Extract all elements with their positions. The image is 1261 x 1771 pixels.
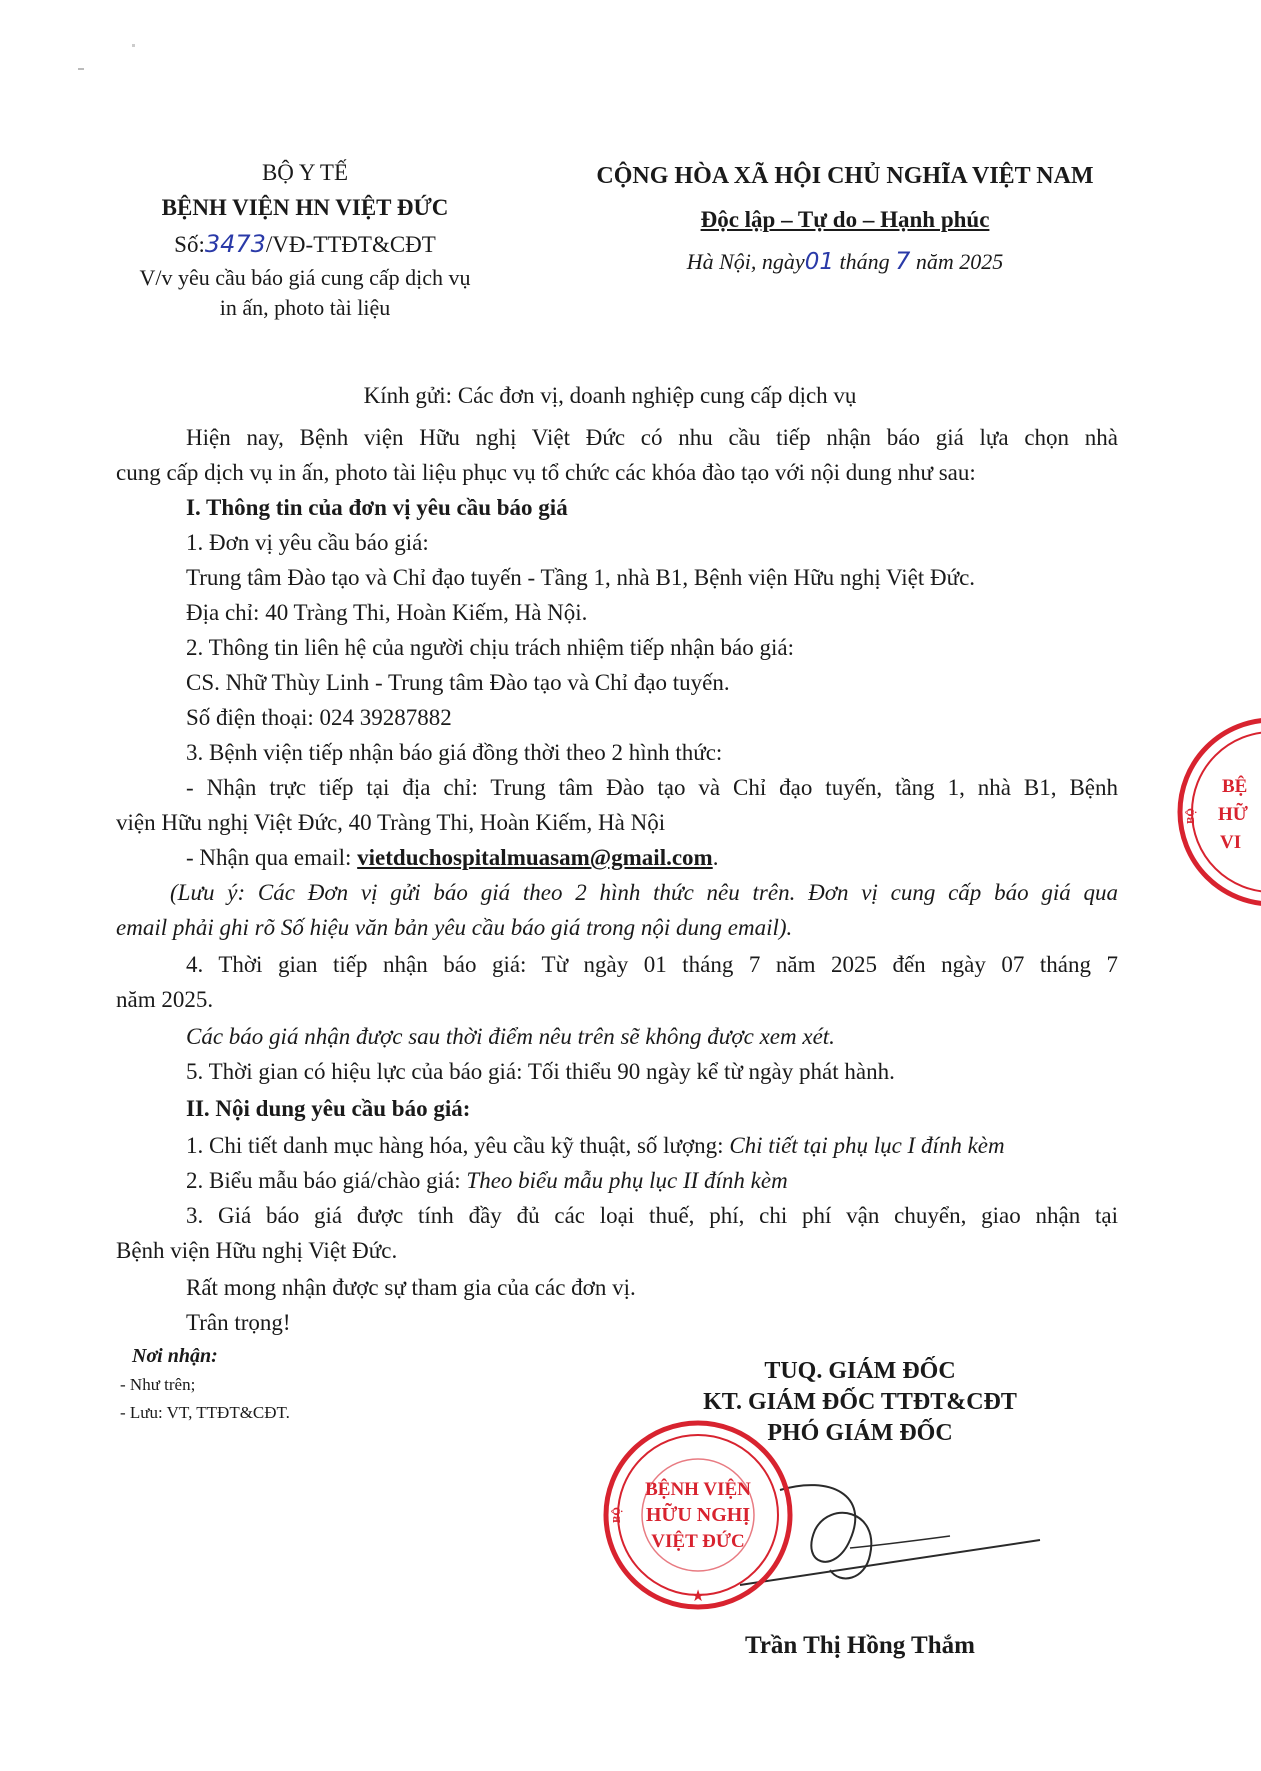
stamp-line-3: VIỆT ĐỨC [651, 1531, 745, 1552]
s1-item1-title: 1. Đơn vị yêu cầu báo giá: [186, 530, 429, 555]
note-line-1: (Lưu ý: Các Đơn vị gửi báo giá theo 2 hình thức nêu trên. Đơn vị cung cấp báo giá qua [170, 880, 1118, 905]
s1-item2-person: CS. Nhữ Thùy Linh - Trung tâm Đào tạo và Chỉ đạo tuyến. [186, 670, 730, 695]
stamp-line-2: HỮU NGHỊ [645, 1504, 751, 1526]
date-part-2: tháng [839, 249, 890, 274]
motto: Độc lập – Tự do – Hạnh phúc [700, 207, 990, 232]
signer-name: Trần Thị Hồng Thắm [745, 1632, 975, 1659]
number-handwritten: 3473 [204, 230, 266, 258]
s1-item1-address: Địa chỉ: 40 Tràng Thi, Hoàn Kiếm, Hà Nội. [186, 600, 588, 625]
intro-line-2: cung cấp dịch vụ in ấn, photo tài liệu phục vụ tổ chức các khóa đào tạo với nội dung như sau: [116, 460, 976, 485]
email-suffix: . [712, 845, 719, 870]
closing-line-2: Trân trọng! [186, 1310, 291, 1335]
number-prefix: Số: [174, 232, 205, 257]
signature-line-1: TUQ. GIÁM ĐỐC [764, 1358, 956, 1384]
s2-item3-line-2: Bệnh viện Hữu nghị Việt Đức. [116, 1238, 398, 1263]
s2-item2-italic: Theo biểu mẫu phụ lục II đính kèm [466, 1168, 788, 1193]
edge-stamp-line-1: BỆ [1222, 776, 1248, 797]
intro-line-1: Hiện nay, Bệnh viện Hữu nghị Việt Đức có nhu cầu tiếp nhận báo giá lựa chọn nhà [186, 425, 1118, 450]
s2-item1-italic: Chi tiết tại phụ lục I đính kèm [729, 1133, 1005, 1158]
edge-stamp [1172, 712, 1261, 912]
issue-date [560, 247, 1130, 275]
email-link[interactable]: vietduchospitalmuasam@gmail.com [357, 845, 713, 870]
s1-item5: 5. Thời gian có hiệu lực của báo giá: Tối thiểu 90 ngày kể từ ngày phát hành. [186, 1059, 895, 1084]
edge-stamp-side-text: BỘ [1185, 808, 1197, 824]
country-name: CỘNG HÒA XÃ HỘI CHỦ NGHĨA VIỆT NAM [596, 163, 1094, 189]
date-month-handwritten: 7 [895, 247, 911, 275]
stamp-side-text: BỘ [611, 1507, 623, 1523]
number-suffix: /VĐ-TTĐT&CĐT [265, 232, 436, 257]
s1-item3-title: 3. Bệnh viện tiếp nhận báo giá đồng thời theo 2 hình thức: [186, 740, 723, 765]
salutation: Kính gửi: Các đơn vị, doanh nghiệp cung cấp dịch vụ [363, 383, 857, 408]
edge-stamp-line-3: VI [1220, 832, 1242, 853]
date-part-1: Hà Nội, ngày [686, 249, 805, 274]
subject-line-1: V/v yêu cầu báo giá cung cấp dịch vụ [139, 265, 471, 290]
scan-speck [78, 68, 84, 70]
s1-item3-direct-line-2: viện Hữu nghị Việt Đức, 40 Tràng Thi, Hoàn Kiếm, Hà Nội [116, 810, 666, 835]
date-part-3: năm 2025 [915, 249, 1004, 274]
s1-item2-title: 2. Thông tin liên hệ của người chịu trách nhiệm tiếp nhận báo giá: [186, 635, 794, 660]
edge-stamp-line-2: HỮ [1218, 804, 1248, 825]
signature-line-2: KT. GIÁM ĐỐC TTĐT&CĐT [703, 1389, 1017, 1415]
s2-item1-text: 1. Chi tiết danh mục hàng hóa, yêu cầu kỹ thuật, số lượng: [186, 1133, 724, 1158]
subject-line-2: in ấn, photo tài liệu [219, 295, 391, 320]
section-2-heading: II. Nội dung yêu cầu báo giá: [186, 1096, 471, 1121]
s1-item4-line-1: 4. Thời gian tiếp nhận báo giá: Từ ngày 01 tháng 7 năm 2025 đến ngày 07 tháng 7 [186, 952, 1118, 977]
s2-item2-text: 2. Biểu mẫu báo giá/chào giá: [186, 1168, 461, 1193]
date-day-handwritten: 01 [804, 249, 834, 275]
s1-item3-direct-line-1: - Nhận trực tiếp tại địa chỉ: Trung tâm Đào tạo và Chỉ đạo tuyến, tầng 1, nhà B1, Bệnh [186, 775, 1118, 800]
hospital-name: BỆNH VIỆN HN VIỆT ĐỨC [161, 195, 449, 220]
recipients-title: Nơi nhận: [132, 1345, 218, 1367]
s2-item2 [186, 1168, 788, 1194]
s1-item4-note: Các báo giá nhận được sau thời điểm nêu trên sẽ không được xem xét. [186, 1024, 835, 1049]
closing-line-1: Rất mong nhận được sự tham gia của các đơn vị. [186, 1275, 636, 1300]
note-line-2: email phải ghi rõ Số hiệu văn bản yêu cầu báo giá trong nội dung email). [116, 915, 793, 940]
s1-item3-email-line [186, 845, 718, 871]
s2-item1 [186, 1133, 1005, 1159]
signature-line-3: PHÓ GIÁM ĐỐC [767, 1420, 953, 1446]
s1-item4-line-2: năm 2025. [116, 987, 214, 1012]
stamp-line-1: BỆNH VIỆN [645, 1479, 751, 1500]
section-1-heading: I. Thông tin của đơn vị yêu cầu báo giá [186, 495, 568, 520]
document-number [110, 230, 500, 258]
ministry-name: BỘ Y TẾ [261, 160, 349, 185]
email-prefix: - Nhận qua email: [186, 845, 352, 870]
stamp-star-icon: ★ [690, 1588, 706, 1605]
s1-item1-unit: Trung tâm Đào tạo và Chỉ đạo tuyến - Tầng 1, nhà B1, Bệnh viện Hữu nghị Việt Đức. [186, 565, 976, 590]
hospital-stamp [598, 1415, 798, 1615]
s1-item2-phone: Số điện thoại: 024 39287882 [186, 705, 452, 730]
scan-speck [132, 44, 135, 47]
s2-item3-line-1: 3. Giá báo giá được tính đầy đủ các loại thuế, phí, chi phí vận chuyển, giao nhận tại [186, 1203, 1118, 1228]
recipients-line-2: - Lưu: VT, TTĐT&CĐT. [120, 1403, 290, 1422]
recipients-line-1: - Như trên; [120, 1375, 196, 1394]
